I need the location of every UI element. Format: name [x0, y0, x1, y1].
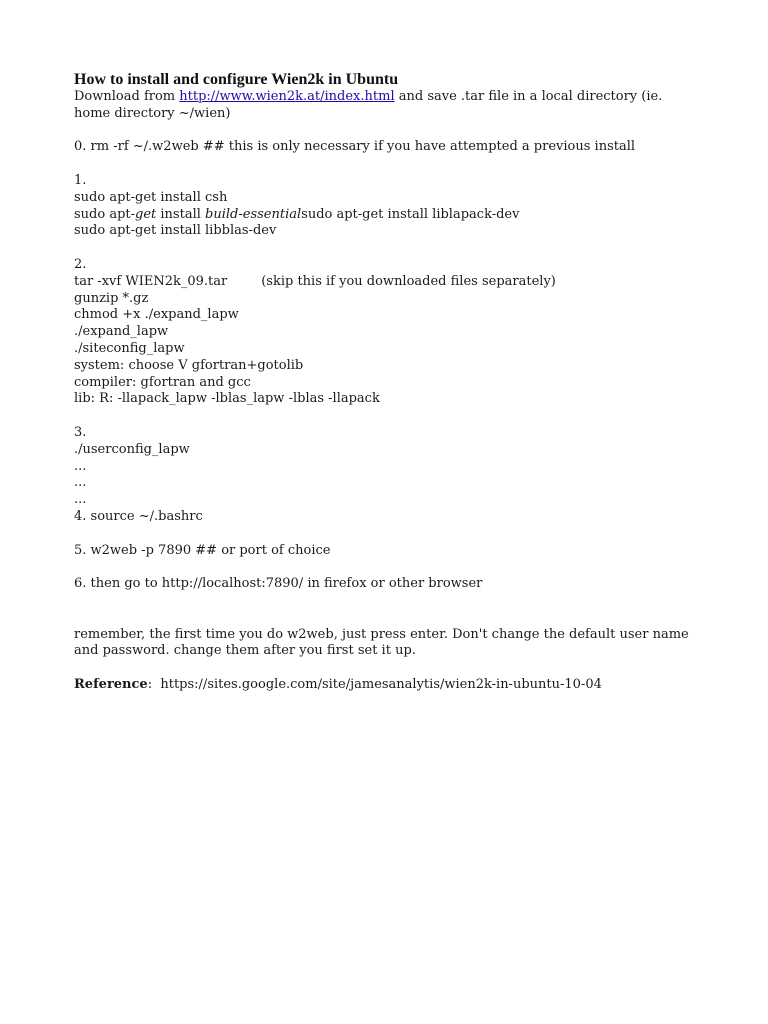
intro-before-link: Download from: [74, 89, 180, 104]
step-6-text: 6. then go to http://localhost:7890/ in firefox or other browser: [74, 576, 483, 592]
reference-sep: :: [147, 676, 161, 692]
step-1-line-2-a: sudo apt-: [74, 206, 136, 222]
step-2-line: system: choose V gfortran+gotolib: [74, 357, 304, 373]
step-1-heading: 1.: [74, 172, 87, 188]
step-2-line: lib: R: -llapack_lapw -lblas_lapw -lblas -llapack: [74, 391, 380, 407]
step-2-line: ./siteconfig_lapw: [74, 340, 185, 356]
step-2-line: gunzip *.gz: [74, 290, 149, 306]
step-3-line: ./userconfig_lapw: [74, 441, 190, 457]
reference-label: Reference: [74, 676, 148, 692]
step-1-line-2-d: build-essential: [205, 206, 302, 222]
spacer: [74, 593, 694, 610]
reference-url[interactable]: https://sites.google.com/site/jamesanalytis/wien2k-in-ubuntu-10-04: [160, 676, 602, 692]
intro-after-link: and save .tar file in a local directory (ie. home directory ~/wien): [74, 89, 663, 121]
step-2-heading: 2.: [74, 256, 87, 272]
step-3-line: ...: [74, 475, 87, 491]
step-1-line-1: sudo apt-get install csh: [74, 189, 228, 205]
reference-line: [74, 677, 694, 694]
step-1-line-2-c: install: [156, 206, 206, 222]
step-2-tar-line: [74, 274, 694, 291]
step-1-line-2-e: sudo apt-get install liblapack-dev: [301, 206, 520, 222]
spacer: [74, 408, 694, 425]
step-3-line: ...: [74, 492, 87, 508]
step-2-line: chmod +x ./expand_lapw: [74, 307, 239, 323]
step-3-heading: 3.: [74, 424, 87, 440]
remember-paragraph: remember, the first time you do w2web, just press enter. Don't change the default user name and password. change them after you first set it up.: [74, 626, 689, 659]
step-0-text: 0. rm -rf ~/.w2web ## this is only necessary if you have attempted a previous install: [74, 139, 636, 155]
intro-paragraph: [74, 89, 694, 123]
step-1-line-3: sudo apt-get install libblas-dev: [74, 223, 277, 239]
spacer: [74, 240, 694, 257]
step-5-text: 5. w2web -p 7890 ## or port of choice: [74, 542, 331, 558]
spacer: [74, 559, 694, 576]
spacer: [74, 610, 694, 627]
spacer: [74, 660, 694, 677]
spacer: [74, 526, 694, 543]
step-3-line: ...: [74, 458, 87, 474]
step-2-tar-note: (skip this if you downloaded files separately): [261, 273, 556, 289]
spacer: [74, 123, 694, 140]
step-1-line-2-b: get: [135, 206, 157, 222]
page-title: How to install and configure Wien2k in Ubuntu: [74, 71, 399, 88]
step-2-tar-cmd: tar -xvf WIEN2k_09.tar: [74, 273, 228, 289]
step-1-line-2: [74, 207, 694, 224]
spacer: [74, 156, 694, 173]
step-4-text: 4. source ~/.bashrc: [74, 508, 203, 524]
step-2-line: compiler: gfortran and gcc: [74, 374, 251, 390]
wien2k-download-link[interactable]: http://www.wien2k.at/index.html: [179, 89, 395, 104]
document-page: [74, 70, 694, 694]
step-2-line: ./expand_lapw: [74, 324, 169, 340]
